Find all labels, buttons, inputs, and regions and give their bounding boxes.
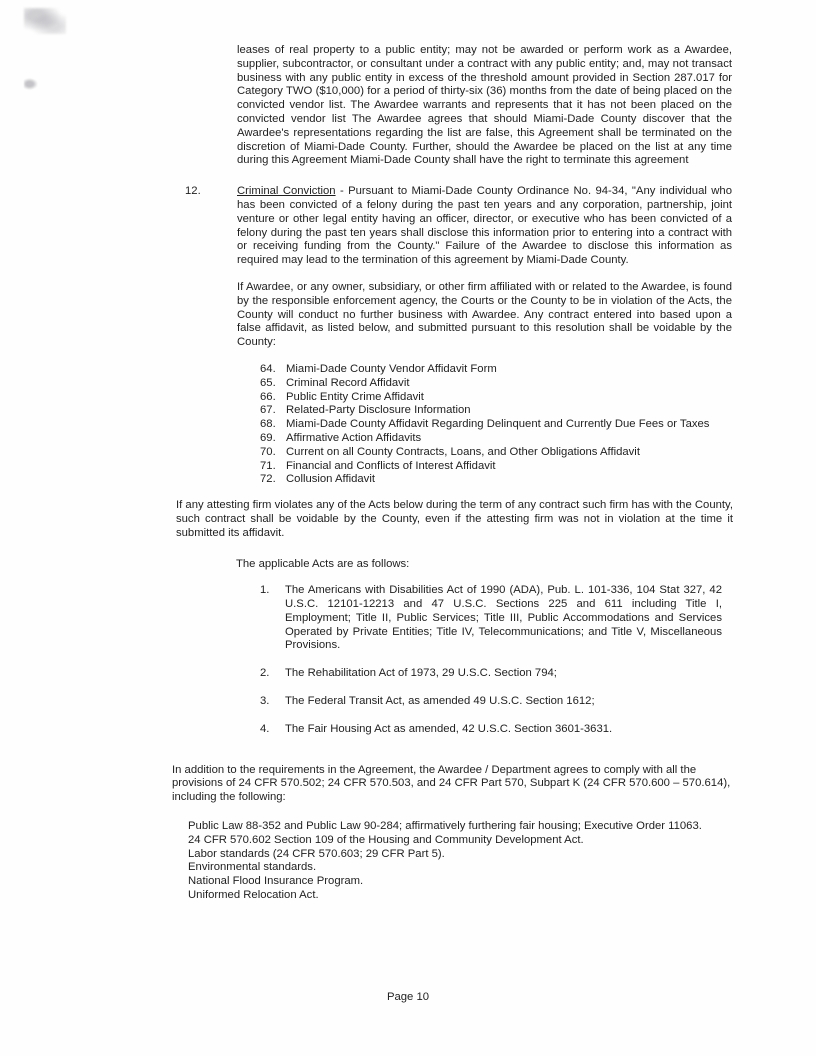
addition-paragraph: In addition to the requirements in the Agreement, the Awardee / Department agrees to comply with all the provisions of 24 CFR 570.502; 24 CFR 570.503, and 24 CFR Part 570, Subpart K (24 CFR 570.600 – 570.614), including the following:	[172, 763, 731, 804]
act-item	[260, 723, 816, 737]
affidavit-item-text: Current on all County Contracts, Loans, and Other Obligations Affidavit	[286, 445, 640, 458]
affidavit-item-text: Miami-Dade County Vendor Affidavit Form	[286, 362, 497, 375]
affidavit-item-number: 66.	[260, 390, 276, 403]
act-item-number: 2.	[260, 667, 270, 680]
scan-artifact	[24, 78, 38, 90]
act-item-number: 3.	[260, 695, 270, 708]
act-item-text: The Fair Housing Act as amended, 42 U.S.C. Section 3601-3631.	[285, 722, 613, 735]
act-item	[260, 667, 816, 681]
item-12	[185, 185, 816, 268]
affidavit-item-number: 70.	[260, 445, 276, 458]
compliance-item: Labor standards (24 CFR 570.603; 29 CFR Part 5).	[188, 847, 445, 860]
affidavit-item	[260, 473, 732, 487]
affidavit-item-text: Related-Party Disclosure Information	[286, 404, 471, 417]
affidavit-item	[260, 391, 732, 405]
act-item-text: The Americans with Disabilities Act of 1990 (ADA), Pub. L. 101-336, 104 Stat 327, 42 U.S.C. 12101-12213 and 47 U.S.C. Sections 225 and 611 including Title I, Employment; Title II, Public Services; Title III, Public Accommodations and Services Operated by Private Entities; Title IV, Telecommunications; and Title V, Miscellaneous Provisions.	[285, 584, 722, 652]
acts-intro: The applicable Acts are as follows:	[236, 557, 410, 570]
affidavit-item-text: Criminal Record Affidavit	[286, 376, 410, 389]
affidavit-item-text: Affirmative Action Affidavits	[286, 431, 422, 444]
affidavit-item-text: Financial and Conflicts of Interest Affidavit	[286, 459, 496, 472]
item-12-text: - Pursuant to Miami-Dade County Ordinance No. 94-34, "Any individual who has been convicted of a felony during the past ten years and any corporation, partnership, joint venture or other legal entity having an officer, director, or executive who has been convicted of a felony during the past ten years shall disclose this information prior to entering into a contract with or receiving funding from the County." Failure of the Awardee to disclose this information as required may lead to the termination of this agreement by Miami-Dade County.	[237, 185, 732, 267]
compliance-item: Public Law 88-352 and Public Law 90-284; affirmatively furthering fair housing; Executive Order 11063.	[188, 820, 702, 833]
act-item-number: 1.	[260, 584, 270, 597]
affidavit-item-number: 67.	[260, 404, 276, 417]
item-12-body	[237, 185, 732, 268]
affidavit-item	[260, 446, 732, 460]
act-item-number: 4.	[260, 722, 270, 735]
affidavit-item-number: 71.	[260, 459, 276, 472]
affidavit-item	[260, 363, 732, 377]
affidavit-item	[260, 404, 732, 418]
compliance-item: 24 CFR 570.602 Section 109 of the Housing and Community Development Act.	[188, 833, 584, 846]
affidavit-list	[260, 363, 732, 487]
act-item	[260, 584, 816, 653]
act-item-text: The Rehabilitation Act of 1973, 29 U.S.C. Section 794;	[285, 667, 557, 680]
attesting-paragraph: If any attesting firm violates any of the Acts below during the term of any contract such firm has with the County, such contract shall be voidable by the County, even if the attesting firm was not in violation at the time it submitted its affidavit.	[176, 499, 733, 539]
compliance-item: National Flood Insurance Program.	[188, 875, 364, 888]
item-12-number: 12.	[185, 185, 201, 198]
affidavit-item-number: 68.	[260, 418, 276, 431]
item-12-heading: Criminal Conviction	[237, 185, 336, 198]
affidavit-item-text: Miami-Dade County Affidavit Regarding Delinquent and Currently Due Fees or Taxes	[286, 418, 710, 431]
compliance-item: Environmental standards.	[188, 861, 317, 874]
intro-paragraph: leases of real property to a public entity; may not be awarded or perform work as a Awardee, supplier, subcontractor, or consultant under a contract with any public entity; and, may not transact business with any public entity in excess of the threshold amount provided in Section 287.017 for Category TWO ($10,000) for a period of thirty-six (36) months from the date of being placed on the convicted vendor list. The Awardee warrants and represents that it has not been placed on the convicted vendor list The Awardee agrees that should Miami-Dade County discover that the Awardee's representations regarding the list are false, this Agreement shall be terminated on the discretion of Miami-Dade County. Further, should the Awardee be placed on the list at any time during this Agreement Miami-Dade County shall have the right to terminate this agreement	[237, 44, 732, 167]
acts-list	[260, 584, 816, 736]
affidavit-item-number: 69.	[260, 431, 276, 444]
affidavit-item	[260, 460, 732, 474]
affidavit-item-number: 72.	[260, 473, 276, 486]
affidavit-item-text: Public Entity Crime Affidavit	[286, 390, 424, 403]
compliance-item: Uniformed Relocation Act.	[188, 889, 319, 902]
act-item	[260, 695, 816, 709]
affidavit-item-number: 65.	[260, 376, 276, 389]
affidavit-item	[260, 418, 732, 432]
affidavit-item-number: 64.	[260, 362, 276, 375]
page-number: Page 10	[386, 991, 430, 1003]
compliance-list	[188, 820, 728, 903]
act-item-text: The Federal Transit Act, as amended 49 U.S.C. Section 1612;	[285, 695, 595, 708]
affidavit-item	[260, 432, 732, 446]
affidavit-item	[260, 377, 732, 391]
affidavit-item-text: Collusion Affidavit	[286, 473, 375, 486]
item-12-paragraph-2: If Awardee, or any owner, subsidiary, or other firm affiliated with or related to the Awardee, is found by the responsible enforcement agency, the Courts or the County to be in violation of the Acts, the County will conduct no further business with Awardee. Any contract entered into based upon a false affidavit, as listed below, and submitted pursuant to this resolution shall be voidable by the County:	[237, 280, 732, 349]
scan-artifact	[24, 8, 66, 34]
